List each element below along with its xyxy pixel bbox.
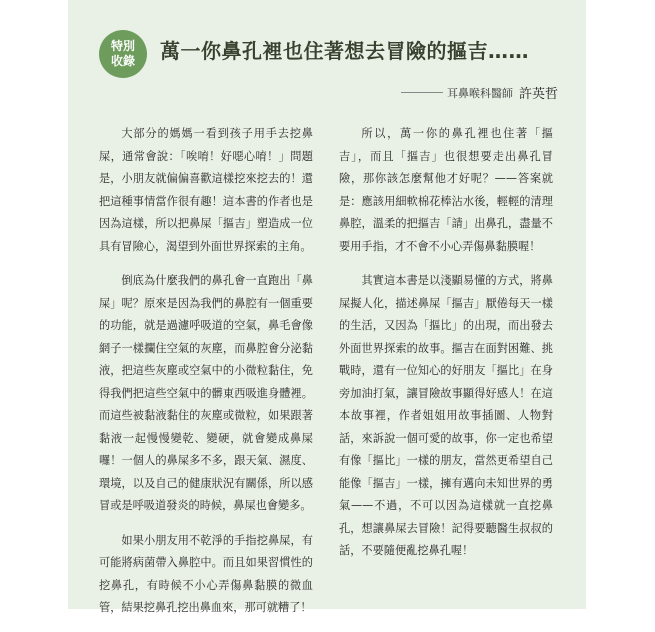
author-line (401, 83, 558, 102)
article-title: 萬一你鼻孔裡也住著想去冒險的摳吉…… (160, 39, 529, 63)
paragraph: 倒底為什麼我們的鼻孔會一直跑出「鼻屎」呢？原來是因為我們的鼻腔有一個重要的功能，就是過濾呼吸道的空氣，鼻毛會像網子一樣攔住空氣的灰塵，而鼻腔會分泌黏液，把這些灰塵或空氣中的小微粒黏住，免得我們把這些空氣中的髒東西吸進身體裡。而這些被黏液黏住的灰塵或微粒，如果跟著黏液一起慢慢變乾、變硬，就會變成鼻屎囉！一個人的鼻屎多不多，跟天氣、濕度、環境，以及自己的健康狀況有關係，所以感冒或是呼吸道發炎的時候，鼻屎也會變多。 (99, 274, 313, 512)
badge-line-2: 收錄 (110, 54, 135, 68)
paragraph: 其實這本書是以淺顯易懂的方式，將鼻屎擬人化，描述鼻屎「摳吉」厭倦每天一樣的生活，又因為「摳比」的出現，而出發去外面世界探索的故事。摳吉在面對困難、挑戰時，還有一位知心的好朋友「摳比」在身旁加油打氣，讓冒險故事顯得好感人！在這本故事裡，作者姐姐用故事插圖、人物對話，來訴說一個可愛的故事，你一定也希望有像「摳比」一樣的朋友，當然更希望自己能像「摳吉」一樣，擁有邁向未知世界的勇氣——不過，不可以因為這樣就一直挖鼻孔，想讓鼻屎去冒險！記得要聽醫生叔叔的話，不要隨便亂挖鼻孔喔！ (339, 274, 553, 557)
author-name: 許英哲 (518, 87, 558, 102)
badge-line-1: 特別 (110, 39, 135, 53)
paragraph: 大部分的媽媽一看到孩子用手去挖鼻屎，通常會說：「唉唷！好噁心唷！」問題是，小朋友就偏偏喜歡這樣挖來挖去的！還把這種事情當作很有趣！這本書的作者也是因為這樣，所以把鼻屎「摳吉」塑造成一位具有冒險心，渴望到外面世界探索的主角。 (99, 127, 313, 253)
paragraph: 如果小朋友用不乾淨的手指挖鼻屎，有可能將病菌帶入鼻腔中。而且如果習慣性的挖鼻孔，有時候不小心弄傷鼻黏膜的微血管，結果挖鼻孔挖出鼻血來，那可就糟了！ (99, 533, 313, 614)
author-role: 耳鼻喉科醫師 (446, 86, 513, 100)
paragraph: 所以，萬一你的鼻孔裡也住著「摳吉」，而且「摳吉」也很想要走出鼻孔冒險，那你該怎麼幫他才好呢？——答案就是：應該用細軟棉花棒沾水後，輕輕的清理鼻腔，溫柔的把摳吉「請」出鼻孔，盡量不要用手指，才不會不小心弄傷鼻黏膜喔！ (339, 127, 553, 253)
right-column (339, 123, 553, 575)
author-rule (401, 92, 443, 93)
left-column (99, 123, 313, 632)
special-badge (99, 30, 147, 78)
